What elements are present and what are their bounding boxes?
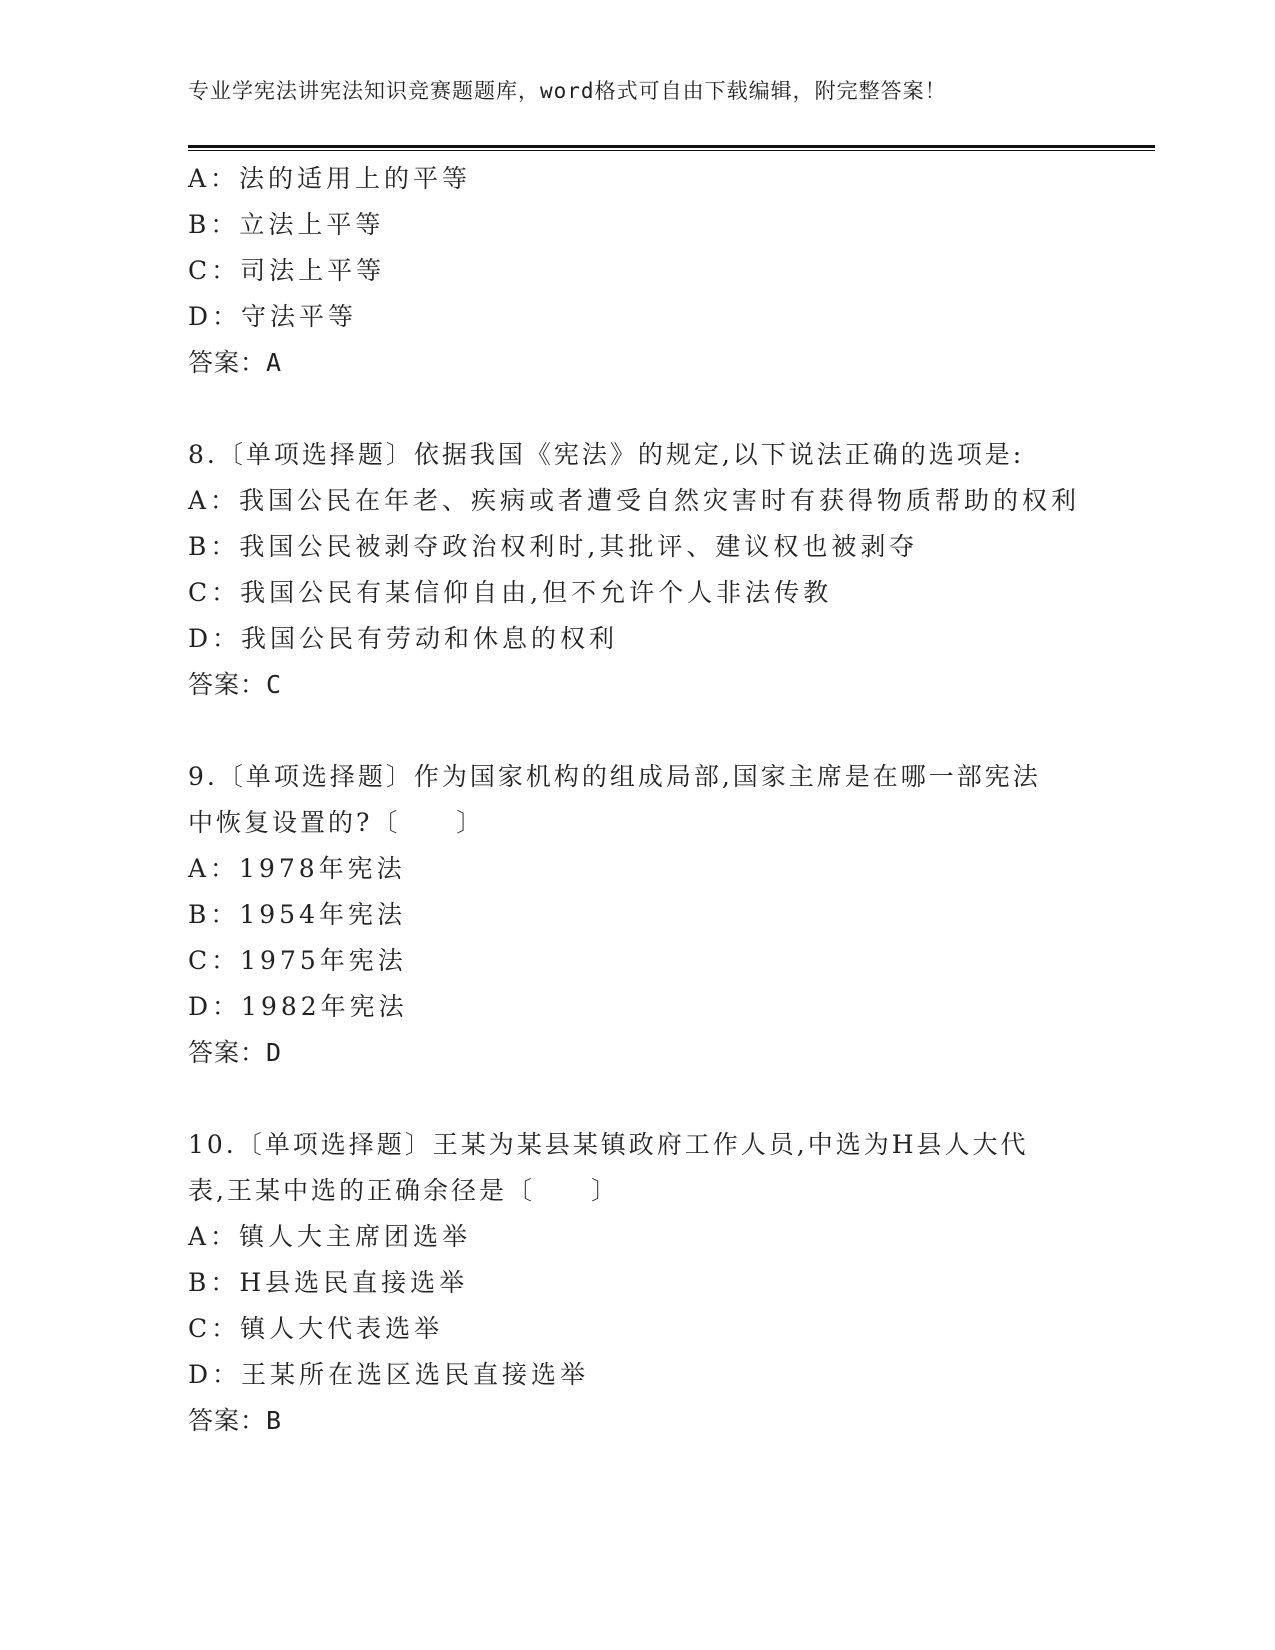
answer-value: A	[266, 348, 283, 377]
question-stem	[188, 432, 1088, 478]
option-d: D：守法平等	[188, 302, 358, 331]
option-d: D：1982年宪法	[188, 992, 408, 1021]
question-list	[188, 156, 1088, 1490]
question-stem	[188, 754, 1088, 846]
option-b: B：1954年宪法	[188, 900, 406, 929]
question-block	[188, 1122, 1088, 1444]
option-d: D：我国公民有劳动和休息的权利	[188, 624, 619, 653]
answer-label: 答案：	[188, 348, 267, 377]
option-c: C：司法上平等	[188, 256, 386, 285]
option-c: C：我国公民有某信仰自由,但不允许个人非法传教	[188, 578, 833, 607]
option-b: B：我国公民被剥夺政治权利时,其批评、建议权也被剥夺	[188, 532, 919, 561]
answer-value: B	[266, 1406, 283, 1435]
option-c: C：镇人大代表选举	[188, 1314, 444, 1343]
header-rule-thick	[188, 145, 1155, 148]
option-b: B：立法上平等	[188, 210, 385, 239]
answer-label: 答案：	[188, 1038, 267, 1067]
question-stem-line: 9.〔单项选择题〕作为国家机构的组成局部,国家主席是在哪一部宪法	[188, 762, 1041, 791]
answer-value: C	[266, 670, 283, 699]
option-a: A：镇人大主席团选举	[188, 1222, 472, 1251]
option-a: A：我国公民在年老、疾病或者遭受自然灾害时有获得物质帮助的权利	[188, 486, 1081, 515]
answer-line	[188, 1030, 1088, 1076]
answer-line	[188, 662, 1088, 708]
answer-line	[188, 340, 1088, 386]
question-block	[188, 156, 1088, 386]
option-a: A：法的适用上的平等	[188, 164, 472, 193]
option-b: B：H县选民直接选举	[188, 1268, 469, 1297]
answer-label: 答案：	[188, 670, 267, 699]
answer-line	[188, 1398, 1088, 1444]
page-header: 专业学宪法讲宪法知识竞赛题题库，word格式可自由下载编辑，附完整答案！	[188, 79, 947, 103]
question-stem-line: 8.〔单项选择题〕依据我国《宪法》的规定,以下说法正确的选项是:	[188, 440, 1025, 469]
question-stem-line: 表,王某中选的正确余径是〔 〕	[188, 1176, 619, 1205]
question-block	[188, 432, 1088, 708]
question-stem-line: 10.〔单项选择题〕王某为某县某镇政府工作人员,中选为H县人大代	[188, 1130, 1029, 1159]
answer-value: D	[266, 1038, 283, 1067]
answer-label: 答案：	[188, 1406, 267, 1435]
option-d: D：王某所在选区选民直接选举	[188, 1360, 590, 1389]
question-stem	[188, 1122, 1088, 1214]
option-c: C：1975年宪法	[188, 946, 407, 975]
header-rule-thin	[188, 150, 1155, 151]
question-stem-line: 中恢复设置的?〔 〕	[188, 808, 485, 837]
question-block	[188, 754, 1088, 1076]
option-a: A：1978年宪法	[188, 854, 406, 883]
